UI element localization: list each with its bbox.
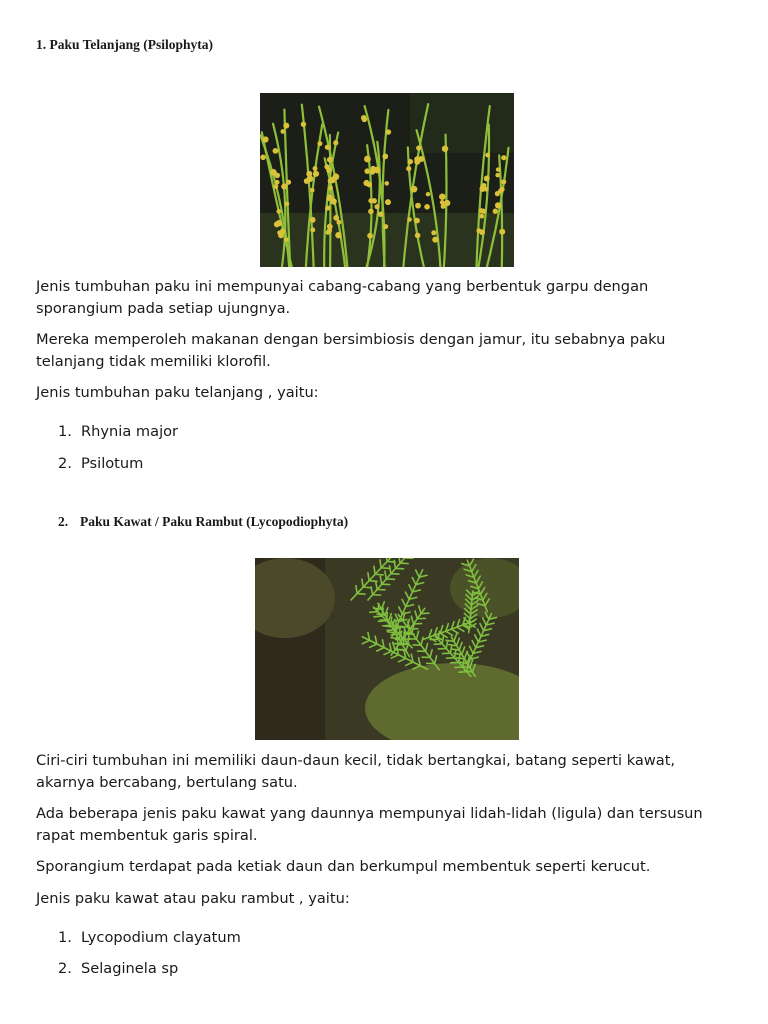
list-item [58,422,178,442]
section-2-heading-text: Paku Kawat / Paku Rambut (Lycopodiophyta) [80,514,349,529]
section-1-paragraph-3: Jenis tumbuhan paku telanjang , yaitu: [36,384,319,401]
list-item [58,454,143,474]
section-1-heading: 1. Paku Telanjang (Psilophyta) [36,37,214,52]
list-number: 1. [58,423,72,440]
list-text: Psilotum [81,455,144,472]
list-text: Rhynia major [81,423,179,440]
section-1-paragraph-1: Jenis tumbuhan paku ini mempunyai cabang-cabang yang berbentuk garpu dengan sporangium pada setiap ujungnya. [36,278,649,317]
section-1-paragraph-2: Mereka memperoleh makanan dengan bersimbiosis dengan jamur, itu sebabnya paku telanjang tidak memiliki klorofil. [36,331,666,370]
list-item [58,959,178,979]
psilotum-photo [260,93,514,267]
list-number: 1. [58,929,72,946]
lycopodium-photo [255,558,519,740]
section-2-paragraph-4: Jenis paku kawat atau paku rambut , yaitu: [36,890,350,907]
list-number: 2. [58,960,72,977]
list-number: 2. [58,455,72,472]
list-item [58,928,241,948]
section-2-heading-number: 2. [58,514,69,529]
section-2-heading [58,514,348,530]
section-2-paragraph-3: Sporangium terdapat pada ketiak daun dan berkumpul membentuk seperti kerucut. [36,858,651,875]
list-text: Lycopodium clayatum [81,929,241,946]
section-2-paragraph-2: Ada beberapa jenis paku kawat yang daunnya mempunyai lidah-lidah (ligula) dan tersusun rapat membentuk garis spiral. [36,805,703,844]
list-text: Selaginela sp [81,960,179,977]
section-2-paragraph-1: Ciri-ciri tumbuhan ini memiliki daun-daun kecil, tidak bertangkai, batang seperti kawat, akarnya bercabang, bertulang satu. [36,752,676,791]
